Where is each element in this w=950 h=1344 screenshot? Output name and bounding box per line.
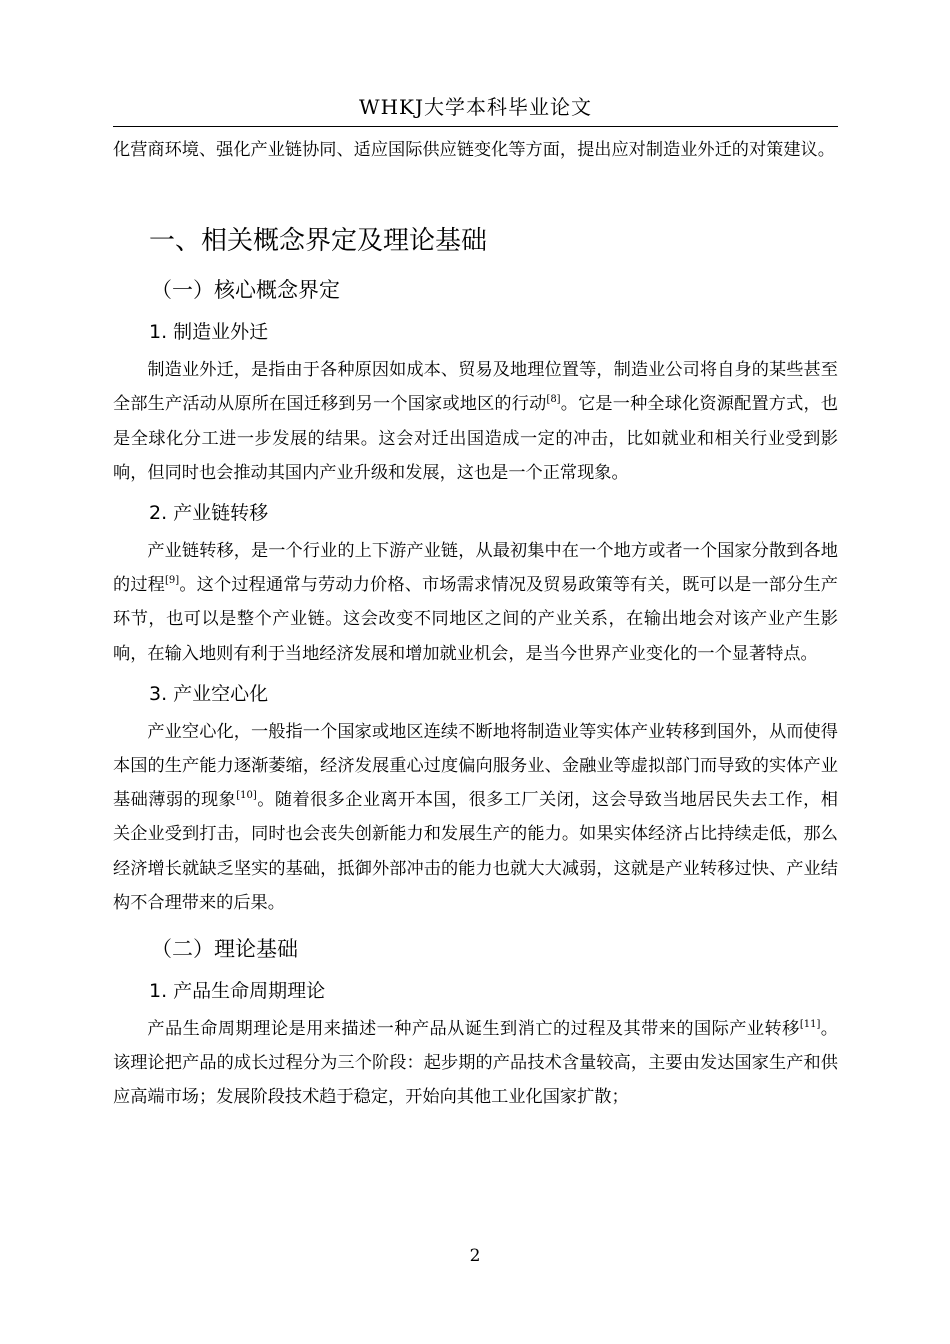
item-manufacturing-relocation-heading: 1. 制造业外迁 (149, 321, 269, 344)
intro-paragraph-tail: 化营商环境、强化产业链协同、适应国际供应链变化等方面，提出应对制造业外迁的对策建议。 (113, 140, 835, 160)
item-manufacturing-relocation-paragraph: 制造业外迁，是指由于各种原因如成本、贸易及地理位置等，制造业公司将自身的某些甚至全部生产活动从原所在国迁移到另一个国家或地区的行动[8]。它是一种全球化资源配置方式，也是全球化分工进一步发展的结果。这会对迁出国造成一定的冲击，比如就业和相关行业受到影响，但同时也会推动其国内产业升级和发展，这也是一个正常现象。 (113, 360, 838, 483)
page-number: 2 (469, 1246, 481, 1266)
subsection-2-heading: （二）理论基础 (151, 937, 298, 962)
item-industrial-hollowing-heading: 3. 产业空心化 (149, 682, 269, 705)
subsection-1-heading: （一）核心概念界定 (151, 278, 340, 303)
header-rule (113, 126, 838, 127)
citation: [11] (799, 1019, 821, 1031)
citation: [8] (546, 394, 561, 406)
item-product-life-cycle-paragraph: 产品生命周期理论是用来描述一种产品从诞生到消亡的过程及其带来的国际产业转移[11]。该理论把产品的成长过程分为三个阶段：起步期的产品技术含量较高，主要由发达国家生产和供应高端市场；发展阶段技术趋于稳定，开始向其他工业化国家扩散； (113, 1019, 838, 1108)
citation: [10] (236, 790, 257, 802)
section-1-heading: 一、相关概念界定及理论基础 (149, 226, 488, 257)
item-industry-chain-transfer-heading: 2. 产业链转移 (149, 502, 269, 525)
running-header: WHKJ大学本科毕业论文 (359, 95, 592, 119)
citation: [9] (165, 575, 180, 587)
item-product-life-cycle-heading: 1. 产品生命周期理论 (149, 980, 326, 1003)
item-industry-chain-transfer-paragraph: 产业链转移，是一个行业的上下游产业链，从最初集中在一个地方或者一个国家分散到各地的过程[9]。这个过程通常与劳动力价格、市场需求情况及贸易政策等有关，既可以是一部分生产环节，也可以是整个产业链。这会改变不同地区之间的产业关系，在输出地会对该产业产生影响，在输入地则有利于当地经济发展和增加就业机会，是当今世界产业变化的一个显著特点。 (113, 541, 838, 664)
item-industrial-hollowing-paragraph: 产业空心化，一般指一个国家或地区连续不断地将制造业等实体产业转移到国外，从而使得本国的生产能力逐渐萎缩，经济发展重心过度偏向服务业、金融业等虚拟部门而导致的实体产业基础薄弱的现象[10]。随着很多企业离开本国，很多工厂关闭，这会导致当地居民失去工作，相关企业受到打击，同时也会丧失创新能力和发展生产的能力。如果实体经济占比持续走低，那么经济增长就缺乏坚实的基础，抵御外部冲击的能力也就大大减弱，这就是产业转移过快、产业结构不合理带来的后果。 (113, 721, 838, 913)
page-body (113, 133, 838, 1115)
